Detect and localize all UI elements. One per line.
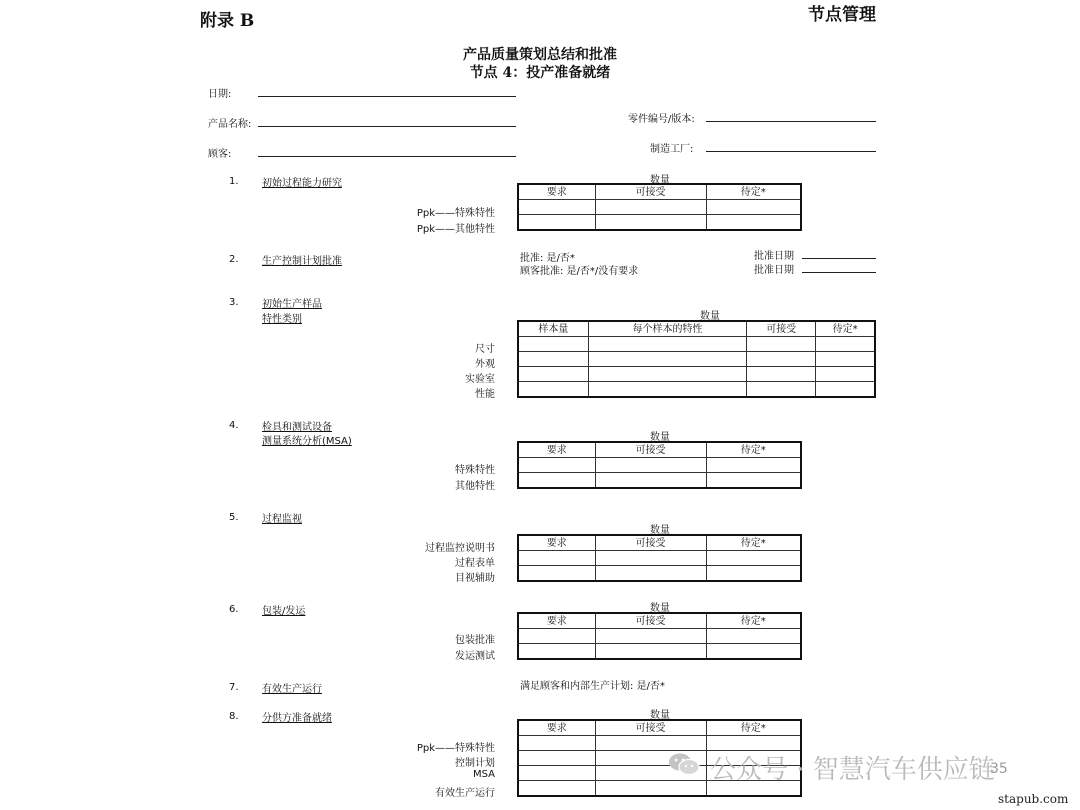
watermark-text: 公众号 · 智慧汽车供应链 [710, 755, 995, 785]
table-cell[interactable] [588, 352, 746, 367]
row-label: 过程监控说明书 [425, 543, 495, 554]
table-cell[interactable] [518, 200, 595, 215]
row-label: 实验室 [465, 374, 495, 385]
section-1-table [517, 183, 802, 231]
table-cell[interactable] [595, 473, 706, 489]
section-7-title: 有效生产运行 [262, 684, 322, 695]
row-label: MSA [472, 769, 495, 780]
row-label: 其他特性 [455, 481, 495, 492]
table-cell[interactable] [518, 736, 595, 751]
section-1-title: 初始过程能力研究 [262, 178, 342, 189]
table-cell[interactable] [706, 458, 801, 473]
part-number-label: 零件编号/版本: [628, 114, 695, 125]
table-cell[interactable] [595, 458, 706, 473]
section-1-number: 1. [229, 176, 239, 187]
section-4-table [517, 441, 802, 489]
col-header: 可接受 [595, 442, 706, 458]
wechat-icon [668, 752, 700, 776]
table-cell[interactable] [595, 736, 706, 751]
table-cell[interactable] [518, 781, 595, 797]
section-3-table [517, 320, 876, 398]
customer-approval-text: 顾客批准: 是/否*/没有要求 [520, 266, 639, 277]
col-header: 待定* [706, 184, 801, 200]
table-cell[interactable] [518, 382, 588, 398]
section-4-number: 4. [229, 420, 239, 431]
product-name-field[interactable] [258, 126, 516, 127]
section-6-qty-label: 数量 [650, 603, 670, 614]
table-cell[interactable] [706, 551, 801, 566]
row-label: 性能 [475, 389, 495, 400]
section-4-subtitle: 测量系统分析(MSA) [262, 436, 352, 447]
page-subtitle: 节点 4：投产准备就绪 [469, 65, 611, 81]
customer-field[interactable] [258, 156, 516, 157]
table-cell[interactable] [518, 551, 595, 566]
table-cell[interactable] [706, 473, 801, 489]
section-3-number: 3. [229, 297, 239, 308]
col-header: 可接受 [595, 613, 706, 629]
table-cell[interactable] [518, 215, 595, 231]
approval-date-label: 批准日期 [754, 251, 794, 262]
section-8-title: 分供方准备就绪 [262, 713, 332, 724]
section-3-subtitle: 特性类别 [262, 314, 302, 325]
col-header: 可接受 [595, 184, 706, 200]
table-cell[interactable] [706, 200, 801, 215]
table-cell[interactable] [595, 629, 706, 644]
part-number-field[interactable] [706, 121, 876, 122]
section-4-title: 检具和测试设备 [262, 422, 332, 433]
table-cell[interactable] [706, 644, 801, 660]
customer-approval-date-field[interactable] [802, 272, 876, 273]
section-5-number: 5. [229, 512, 239, 523]
row-label: Ppk——特殊特性 [416, 208, 495, 219]
row-label: 外观 [475, 359, 495, 370]
table-cell[interactable] [747, 337, 816, 352]
section-6-number: 6. [229, 604, 239, 615]
table-cell[interactable] [706, 566, 801, 582]
col-header: 待定* [706, 720, 801, 736]
table-cell[interactable] [518, 766, 595, 781]
section-5-title: 过程监视 [262, 514, 302, 525]
table-cell[interactable] [518, 352, 588, 367]
appendix-label: 附录 B [200, 11, 255, 31]
customer-approval-date-label: 批准日期 [754, 265, 794, 276]
section-1-qty-label: 数量 [650, 175, 670, 186]
table-cell[interactable] [518, 367, 588, 382]
section-5-table [517, 534, 802, 582]
table-cell[interactable] [595, 644, 706, 660]
product-name-label: 产品名称: [208, 119, 252, 130]
table-cell[interactable] [595, 200, 706, 215]
row-label: 过程表单 [455, 558, 495, 569]
customer-label: 顾客: [208, 149, 232, 160]
row-label: 包装批准 [455, 635, 495, 646]
section-7-number: 7. [229, 682, 239, 693]
col-header: 待定* [706, 535, 801, 551]
table-cell[interactable] [518, 566, 595, 582]
section-3-qty-label: 数量 [700, 311, 720, 322]
section-2-number: 2. [229, 254, 239, 265]
col-header: 待定* [706, 613, 801, 629]
table-cell[interactable] [816, 382, 875, 398]
approval-date-field[interactable] [802, 258, 876, 259]
table-cell[interactable] [747, 352, 816, 367]
table-cell[interactable] [816, 352, 875, 367]
date-label: 日期: [208, 89, 232, 100]
table-cell[interactable] [747, 382, 816, 398]
table-cell[interactable] [518, 458, 595, 473]
col-header: 要求 [518, 613, 595, 629]
section-5-qty-label: 数量 [650, 525, 670, 536]
table-cell[interactable] [595, 781, 706, 797]
table-cell[interactable] [518, 751, 595, 766]
col-header: 可接受 [747, 321, 816, 337]
table-cell[interactable] [595, 551, 706, 566]
col-header: 要求 [518, 184, 595, 200]
col-header: 可接受 [595, 535, 706, 551]
section-3-title: 初始生产样品 [262, 299, 322, 310]
col-header: 可接受 [595, 720, 706, 736]
table-cell[interactable] [518, 473, 595, 489]
table-cell[interactable] [816, 337, 875, 352]
page-number: 35 [990, 761, 1008, 777]
table-cell[interactable] [595, 215, 706, 231]
row-label: Ppk——特殊特性 [416, 743, 495, 754]
table-cell[interactable] [747, 367, 816, 382]
section-8-number: 8. [229, 711, 239, 722]
table-cell[interactable] [595, 566, 706, 582]
table-cell[interactable] [588, 382, 746, 398]
col-header: 待定* [816, 321, 875, 337]
table-cell[interactable] [816, 367, 875, 382]
table-cell[interactable] [518, 629, 595, 644]
row-label: Ppk——其他特性 [416, 224, 495, 235]
table-cell[interactable] [588, 337, 746, 352]
col-header: 样本量 [518, 321, 588, 337]
production-plan-text: 满足顾客和内部生产计划: 是/否* [520, 681, 665, 692]
section-6-table [517, 612, 802, 660]
section-8-qty-label: 数量 [650, 710, 670, 721]
table-cell[interactable] [518, 337, 588, 352]
row-label: 发运测试 [455, 651, 495, 662]
section-4-qty-label: 数量 [650, 432, 670, 443]
date-field[interactable] [258, 96, 516, 97]
col-header: 待定* [706, 442, 801, 458]
section-header: 节点管理 [808, 5, 876, 25]
plant-label: 制造工厂: [650, 144, 694, 155]
col-header: 要求 [518, 720, 595, 736]
row-label: 目视辅助 [455, 573, 495, 584]
section-2-title: 生产控制计划批准 [262, 256, 342, 267]
row-label: 有效生产运行 [435, 788, 495, 799]
row-label: 控制计划 [455, 758, 495, 769]
page-title: 产品质量策划总结和批准 [463, 47, 617, 63]
table-cell[interactable] [588, 367, 746, 382]
table-cell[interactable] [706, 215, 801, 231]
col-header: 每个样本的特性 [588, 321, 746, 337]
row-label: 特殊特性 [455, 465, 495, 476]
table-cell[interactable] [518, 644, 595, 660]
plant-field[interactable] [706, 151, 876, 152]
col-header: 要求 [518, 535, 595, 551]
col-header: 要求 [518, 442, 595, 458]
row-label: 尺寸 [475, 344, 495, 355]
section-6-title: 包装/发运 [262, 606, 306, 617]
site-footer: stapub.com [998, 792, 1069, 806]
table-cell[interactable] [706, 629, 801, 644]
approval-text: 批准: 是/否* [520, 253, 575, 264]
